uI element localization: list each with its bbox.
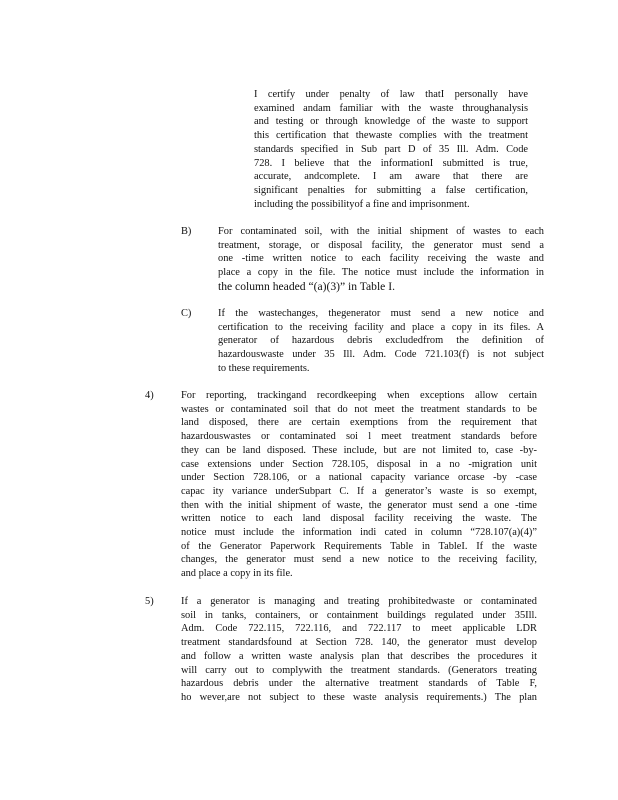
item-5-line: ho wever,are not subject to these waste analysis requirements.) The plan <box>181 691 537 703</box>
item-5-line: will carry out to complywith the treatment standards. (Generators treating <box>181 664 537 676</box>
certification-line: and testing or through knowledge of the waste to support <box>254 116 528 128</box>
item-4-line: they can be land disposed. These include, but are not limited to, case -by- <box>181 444 537 456</box>
item-b-line: place a copy in the file. The notice must include the information in <box>218 267 544 279</box>
item-4-line: For reporting, trackingand recordkeeping when exceptions allow certain <box>181 390 537 401</box>
item-c-line: If the wastechanges, thegenerator must send a new notice and <box>218 308 544 319</box>
item-4-line: then with the initial shipment of waste, the generator must send a one -time <box>181 499 537 511</box>
item-b-line: For contaminated soil, with the initial shipment of wastes to each <box>218 226 544 237</box>
item-5-line: hazardous debris under the alternative treatment standards of Table F, <box>181 678 537 690</box>
certification-line: this certification that thewaste complies with the treatment <box>254 130 528 142</box>
item-4-line: capac ity variance underSubpart C. If a generator’s waste is so exempt, <box>181 485 537 497</box>
item-4-line: hazardouswastes or contaminated soi l meet treatment standards before <box>181 431 537 443</box>
item-4-line: notice must include the information indi cated in column “728.107(a)(4)” <box>181 527 537 539</box>
item-4-line: changes, the generator must send a new notice to the receiving facility, <box>181 554 537 566</box>
item-b-paragraph <box>218 225 544 294</box>
item-5-line: If a generator is managing and treating prohibitedwaste or contaminated <box>181 596 537 607</box>
item-4-line: wastes or contaminated soil that do not meet the treatment standards to be <box>181 403 537 415</box>
certification-line: including the possibilityof a fine and imprisonment. <box>254 198 470 210</box>
item-b-label: B) <box>181 226 192 237</box>
item-c-line: to these requirements. <box>218 362 310 374</box>
certification-line: accurate, andcomplete. I am aware that there are <box>254 171 528 183</box>
item-5-label: 5) <box>145 596 154 607</box>
item-4-label: 4) <box>145 390 154 401</box>
item-c-paragraph <box>218 307 544 376</box>
item-4-line: under Section 728.106, or a national capacity variance orcase -by -case <box>181 472 537 484</box>
item-4-line: case extensions under Section 728.105, disposal in a no -migration unit <box>181 458 537 470</box>
item-5-line: and follow a written waste analysis plan that describes the procedures it <box>181 650 537 662</box>
item-4-line: written notice to each land disposal facility receiving the waste. The <box>181 513 537 525</box>
item-4-line: and place a copy in its file. <box>181 568 293 580</box>
certification-line: standards specified in Sub part D of 35 Ill. Adm. Code <box>254 143 528 155</box>
certification-line: 728. I believe that the informationI submitted is true, <box>254 157 528 169</box>
item-c-line: hazardouswaste under 35 Ill. Adm. Code 721.103(f) is not subject <box>218 349 544 361</box>
certification-line: examined andam familiar with the waste throughanalysis <box>254 102 528 114</box>
certification-statement <box>254 88 528 211</box>
item-c-label: C) <box>181 308 192 319</box>
certification-line: I certify under penalty of law thatI personally have <box>254 89 528 100</box>
item-c-line: certification to the receiving facility and place a copy in its files. A <box>218 321 544 333</box>
item-4-line: of the Generator Paperwork Requirements Table in TableI. If the waste <box>181 540 537 552</box>
item-b-line: one -time written notice to each facility receiving the waste and <box>218 253 544 265</box>
item-4-paragraph <box>181 389 537 581</box>
item-5-line: Adm. Code 722.115, 722.116, and 722.117 to meet applicable LDR <box>181 623 537 635</box>
item-5-line: soil in tanks, containers, or containment buildings regulated under 35Ill. <box>181 609 537 621</box>
item-5-line: treatment standardsfound at Section 728. 140, the generator must develop <box>181 637 537 649</box>
item-5-paragraph <box>181 595 537 705</box>
certification-line: significant penalties for submitting a false certification, <box>254 184 528 196</box>
item-b-line: the column headed “(a)(3)” in Table I. <box>218 279 395 293</box>
item-c-line: generator of hazardous debris excludedfrom the definition of <box>218 335 544 347</box>
item-b-line: treatment, storage, or disposal facility, the generator must send a <box>218 239 544 251</box>
item-4-line: land disposed, there are certain exemptions from the requirement that <box>181 417 537 429</box>
